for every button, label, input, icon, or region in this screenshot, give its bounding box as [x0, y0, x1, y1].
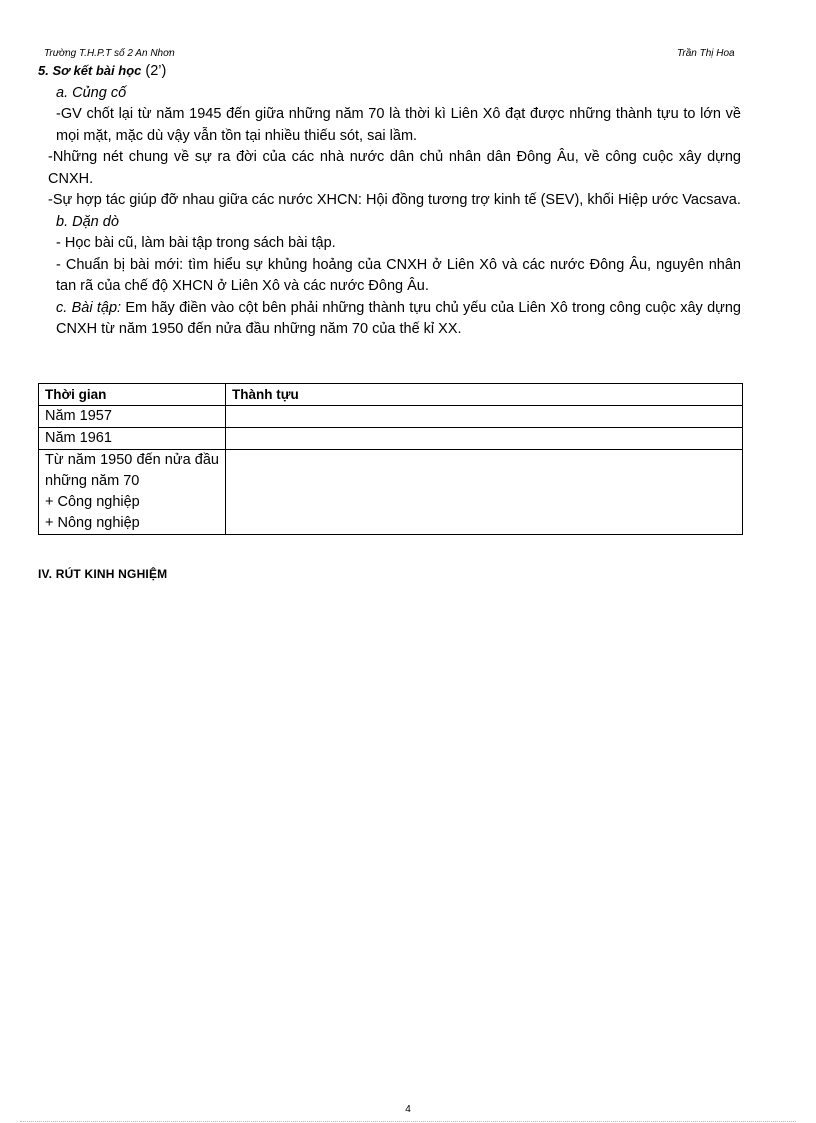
column-header-achievement: Thành tựu	[226, 384, 743, 406]
section-time: (2’)	[145, 63, 167, 79]
paragraph-dan-do-1: - Học bài cũ, làm bài tập trong sách bài tập.	[56, 235, 336, 251]
footer-divider	[20, 1121, 796, 1122]
lesson-content	[38, 60, 741, 341]
section-title: 5. Sơ kết bài học	[38, 63, 142, 78]
table-row	[39, 428, 743, 450]
paragraph-cung-co-2: -Những nét chung về sự ra đời của các nhà nước dân chủ nhân dân Đông Âu, về công cuộc xây dựng CNXH.	[48, 149, 741, 187]
table-cell-time: Năm 1957	[39, 406, 226, 428]
subheading-cung-co: a. Củng cố	[56, 84, 127, 101]
paragraph-cung-co-3: -Sự hợp tác giúp đỡ nhau giữa các nước XHCN: Hội đồng tương trợ kinh tế (SEV), khối Hiệp ước Vacsava.	[48, 192, 741, 208]
table-subitem-agriculture: + Nông nghiệp	[45, 515, 140, 531]
column-header-time: Thời gian	[39, 384, 226, 406]
table-cell-time: Năm 1961	[39, 428, 226, 450]
bai-tap-text: Em hãy điền vào cột bên phải những thành tựu chủ yếu của Liên Xô trong công cuộc xây dựng CNXH từ năm 1950 đến nửa đầu những năm 70 của thế kỉ XX.	[56, 299, 741, 337]
achievement-table	[38, 383, 743, 535]
table-cell-period: Từ năm 1950 đến nửa đầu những năm 70	[45, 452, 219, 489]
table-row	[39, 406, 743, 428]
paragraph-bai-tap	[38, 298, 741, 341]
table-cell-achievement	[226, 450, 743, 535]
table-header-row	[39, 384, 743, 406]
header-author: Trần Thị Hoa	[677, 48, 735, 59]
section-rut-kinh-nghiem: IV. RÚT KINH NGHIỆM	[38, 567, 168, 581]
page-number: 4	[405, 1104, 411, 1115]
subheading-dan-do: b. Dặn dò	[56, 213, 119, 230]
table-row	[39, 450, 743, 535]
table-cell-achievement	[226, 406, 743, 428]
section-heading	[38, 60, 741, 83]
table-subitem-industry: + Công nghiệp	[45, 494, 140, 510]
bai-tap-label: c. Bài tập:	[56, 299, 122, 316]
table-cell-achievement	[226, 428, 743, 450]
paragraph-dan-do-2: - Chuẩn bị bài mới: tìm hiểu sự khủng hoảng của CNXH ở Liên Xô và các nước Đông Âu, nguyên nhân tan rã của chế độ XHCN ở Liên Xô và các nước Đông Âu.	[56, 256, 741, 294]
table-cell-time	[39, 450, 226, 535]
header-school: Trường T.H.P.T số 2 An Nhơn	[44, 48, 175, 59]
paragraph-cung-co-1: -GV chốt lại từ năm 1945 đến giữa những năm 70 là thời kì Liên Xô đạt được những thành tựu to lớn về mọi mặt, mặc dù vậy vẫn tồn tại nhiều thiếu sót, sai lầm.	[56, 106, 741, 144]
